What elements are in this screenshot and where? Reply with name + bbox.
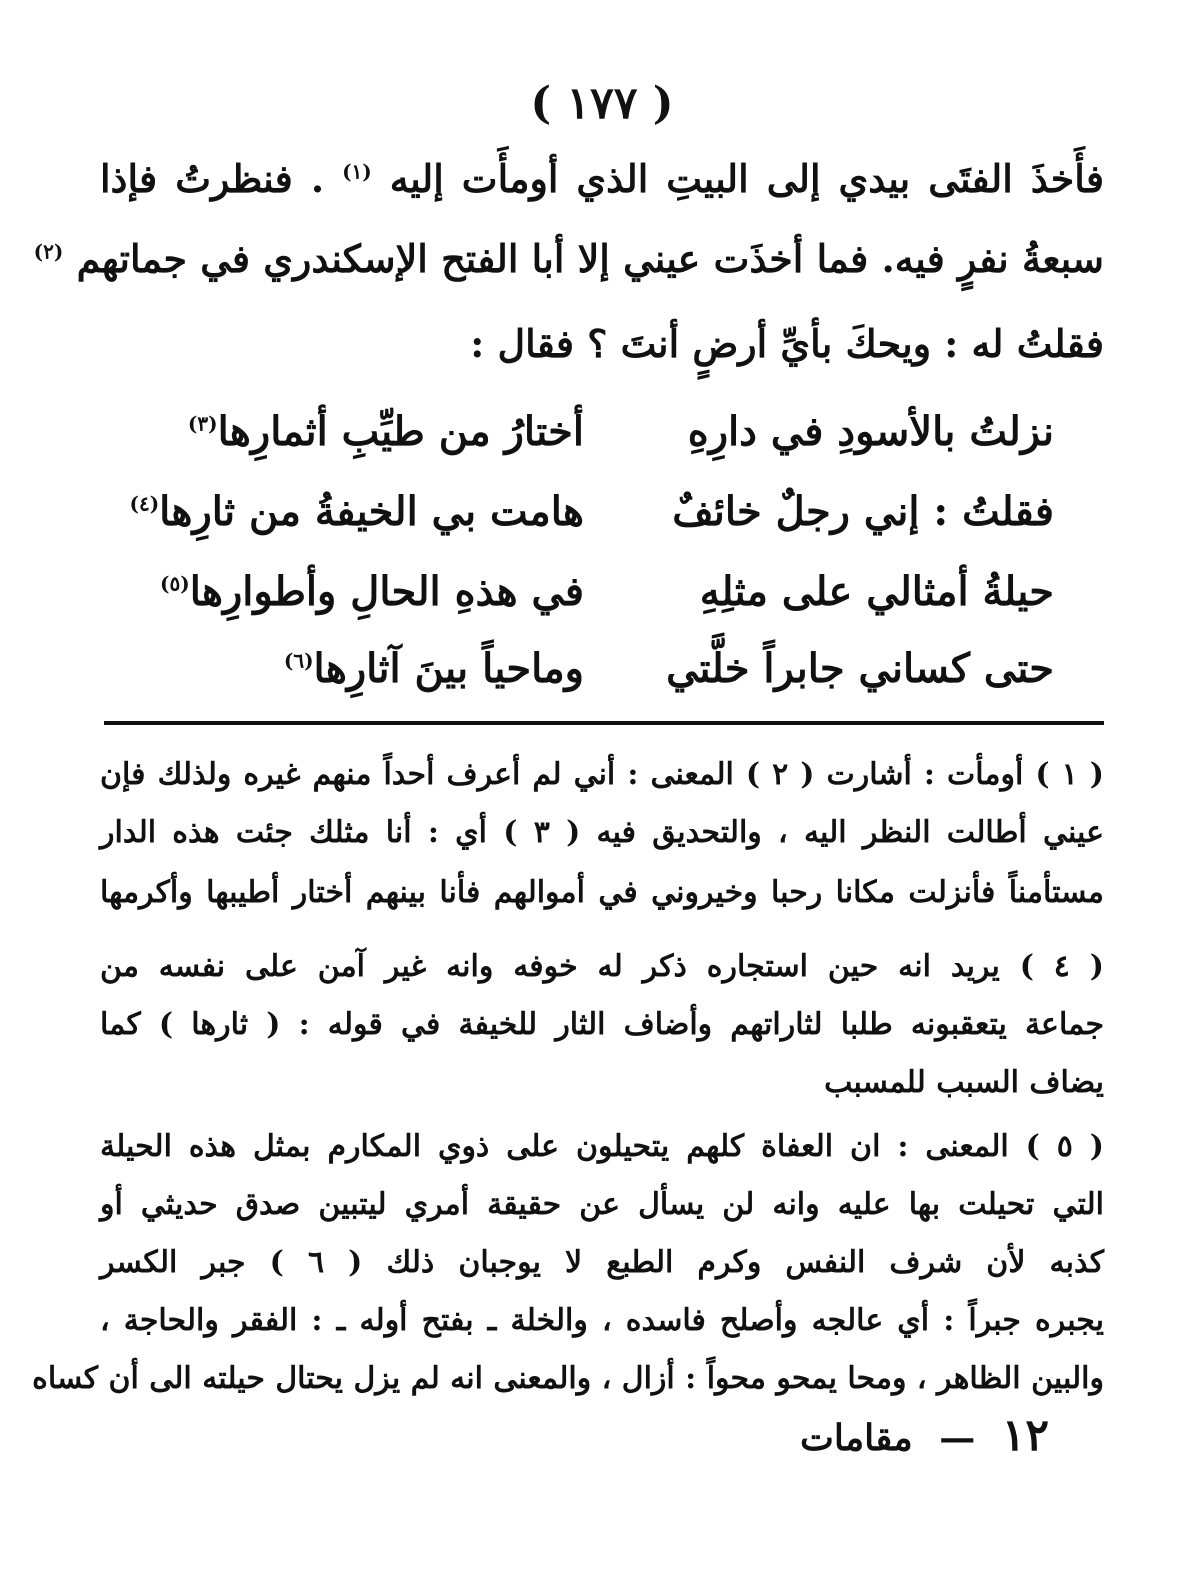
footnote-line: التي تحيلت بها عليه وانه لن يسأل عن حقيقة أمري ليتبين صدق حديثي أو — [100, 1187, 1105, 1222]
verse-line-3 — [154, 568, 1054, 628]
verse-first-hemistich: نزلتُ بالأسودِ في دارِهِ — [687, 408, 1054, 455]
verse-first-hemistich: حيلةُ أمثالي على مثلِهِ — [699, 568, 1054, 615]
verse-line-1 — [154, 408, 1054, 468]
verse-second-text: في هذهِ الحالِ وأطوارِها — [189, 568, 584, 615]
verse-second-text: أختارُ من طيِّبِ أثمارِها — [217, 408, 584, 455]
verse-second-hemistich — [284, 645, 584, 692]
verse-first-hemistich: فقلتُ : إني رجلٌ خائفٌ — [672, 488, 1054, 535]
prose-tail: . فنظرتُ فإذا — [100, 156, 325, 201]
signature-number: ١٢ — [1001, 1410, 1049, 1461]
signature-word: مقامات — [800, 1417, 913, 1459]
prose-text: سبعةُ نفرٍ فيه. فما أخذَت عيني إلا أبا الفتح الإسكندري في جماتهم — [76, 236, 1104, 281]
prose-line-1 — [100, 156, 1104, 201]
signature-dash: — — [939, 1417, 976, 1459]
footnote-marker: (٥) — [160, 571, 190, 596]
footnote-line: جماعة يتعقبونه طلبا لثاراتهم وأضاف الثار للخيفة في قوله : ( ثارها ) كما — [100, 1007, 1104, 1042]
footnote-marker: (٦) — [283, 648, 314, 673]
signature-mark — [800, 1410, 1049, 1461]
footnote-marker: (٤) — [129, 491, 160, 516]
footnote-line: مستأمناً فأنزلت مكانا رحبا وخيروني في أموالهم فأنا بينهم أختار أطيبها وأكرمها — [100, 875, 1104, 910]
prose-text: فقلتُ له : ويحكَ بأيِّ أرضٍ أنتَ ؟ فقال : — [470, 321, 1104, 366]
footnote-marker: (١) — [342, 159, 372, 184]
footnote-line: والبين الظاهر ، ومحا يمحو محواً : أزال ، والمعنى انه لم يزل يحتال حيلته الى أن كساه — [32, 1361, 1104, 1396]
footnote-line: ( ٥ ) المعنى : ان العفاة كلهم يتحيلون على ذوي المكارم بمثل هذه الحيلة — [100, 1129, 1104, 1164]
prose-text: فأَخذَ الفتَى بيدي إلى البيتِ الذي أومأَت إليه — [389, 156, 1104, 201]
footnote-marker: (٣) — [187, 411, 218, 436]
verse-first-hemistich: حتى كساني جابراً خلَّتي — [666, 645, 1054, 692]
verse-second-hemistich — [188, 408, 584, 455]
prose-line-2 — [33, 236, 1104, 281]
verse-second-hemistich — [160, 568, 584, 615]
footnote-line: عيني أطالت النظر اليه ، والتحديق فيه ( ٣ ) أي : أنا مثلك جئت هذه الدار — [100, 815, 1105, 850]
footnote-line: ( ٤ ) يريد انه حين استجاره ذكر له خوفه وانه غير آمن على نفسه من — [100, 949, 1104, 984]
footnote-line: يضاف السبب للمسبب — [824, 1065, 1104, 1100]
prose-line-3 — [100, 321, 1104, 366]
footnote-line: يجبره جبراً : أي عالجه وأصلح فاسده ، والخلة ـ بفتح أوله ـ : الفقر والحاجة ، — [100, 1303, 1104, 1338]
verse-line-4 — [154, 645, 1054, 705]
page-number: ( ١٧٧ ) — [530, 78, 674, 129]
verse-second-text: وماحياً بينَ آثارِها — [313, 645, 584, 692]
verse-second-text: هامت بي الخيفةُ من ثارِها — [159, 488, 584, 535]
footnote-marker: (٢) — [33, 239, 64, 264]
footnote-line: كذبه لأن شرف النفس وكرم الطبع لا يوجبان ذلك ( ٦ ) جبر الكسر — [100, 1245, 1104, 1280]
verse-line-2 — [129, 488, 1054, 548]
footnote-separator-rule — [104, 721, 1104, 725]
verse-second-hemistich — [129, 488, 584, 535]
footnote-line: ( ١ ) أومأت : أشارت ( ٢ ) المعنى : أني لم أعرف أحداً منهم غيره ولذلك فإن — [100, 757, 1104, 792]
